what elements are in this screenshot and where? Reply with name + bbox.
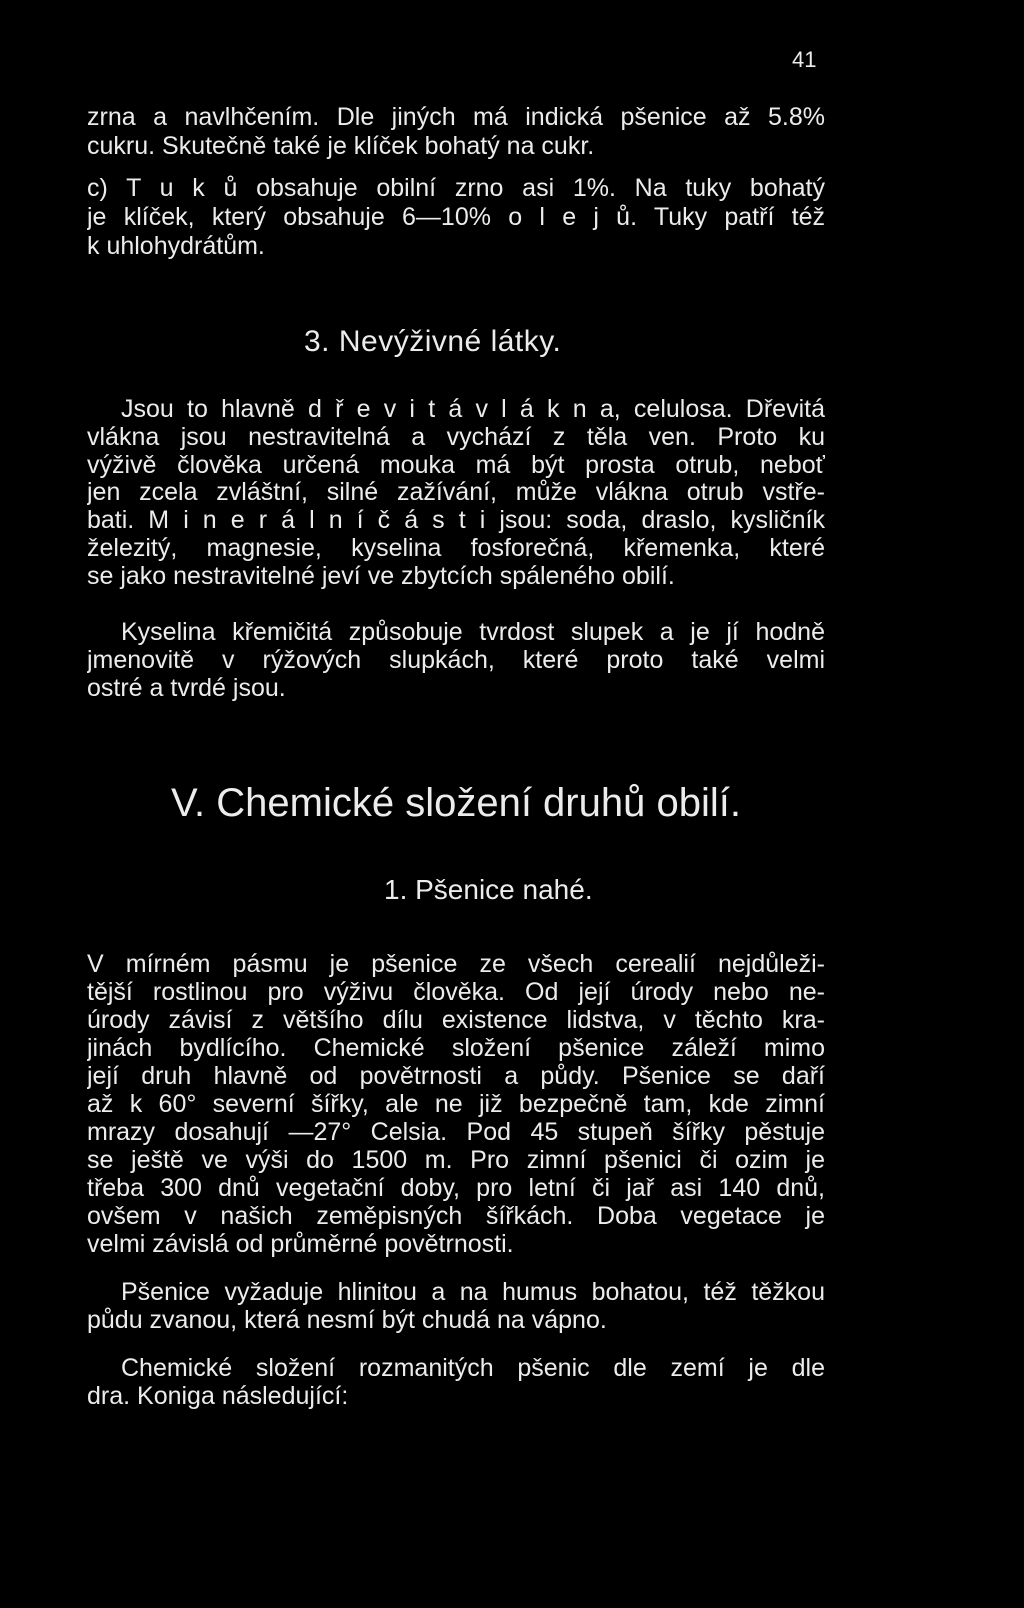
text-line: se jako nestravitelné jeví ve zbytcích spáleného obilí. <box>87 562 675 590</box>
paragraph-sugar <box>87 103 825 161</box>
text-line: velmi závislá od průměrné povětrnosti. <box>87 1230 514 1258</box>
text-line: k uhlohydrátům. <box>87 232 265 260</box>
paragraph-soil <box>87 1278 825 1334</box>
text-line: Kyselina křemičitá způsobuje tvrdost slupek a je jí hodně <box>121 618 825 646</box>
page-number: 41 <box>792 47 817 72</box>
subheading: 1. Pšenice nahé. <box>384 874 593 905</box>
text-line: je klíček, který obsahuje 6—10% o l e j ů. Tuky patří též <box>87 203 825 231</box>
text-line: Pšenice vyžaduje hlinitou a na humus bohatou, též těžkou <box>121 1278 825 1306</box>
text-line: mrazy dosahují —27° Celsia. Pod 45 stupeň šířky pěstuje <box>87 1118 825 1146</box>
text-line: výživě člověka určená mouka má být prosta otrub, neboť <box>87 451 825 479</box>
text-line: dra. Koniga následující: <box>87 1382 349 1410</box>
text-line: vlákna jsou nestravitelná a vychází z těla ven. Proto ku <box>87 423 825 451</box>
text-line: cukru. Skutečně také je klíček bohatý na cukr. <box>87 132 595 160</box>
text-line: železitý, magnesie, kyselina fosforečná, křemenka, které <box>87 534 825 562</box>
text-line: úrody závisí z většího dílu existence lidstva, v těchto kra- <box>87 1006 825 1034</box>
text-line: V mírném pásmu je pšenice ze všech cerealií nejdůleži- <box>87 950 825 978</box>
text-line: zrna a navlhčením. Dle jiných má indická pšenice až 5.8% <box>87 103 825 131</box>
paragraph-fibers <box>87 396 825 591</box>
chapter-title: V. Chemické složení druhů obilí. <box>171 781 741 825</box>
text-line: až k 60° severní šířky, ale ne již bezpečně tam, kde zimní <box>87 1090 825 1118</box>
text-line: tější rostlinou pro výživu člověka. Od její úrody nebo ne- <box>87 978 825 1006</box>
paragraph-composition-intro <box>87 1354 825 1410</box>
text-line: Chemické složení rozmanitých pšenic dle zemí je dle <box>121 1354 825 1382</box>
text-line: půdu zvanou, která nesmí být chudá na vápno. <box>87 1306 607 1334</box>
section-heading: 3. Nevýživné látky. <box>304 325 562 358</box>
text-line: se ještě ve výši do 1500 m. Pro zimní pšenici či ozim je <box>87 1146 825 1174</box>
text-line: jinách bydlícího. Chemické složení pšenice záleží mimo <box>87 1034 825 1062</box>
text-line: jmenovitě v rýžových slupkách, které proto také velmi <box>87 646 825 674</box>
paragraph-silicic-acid <box>87 618 825 702</box>
text-line: c) T u k ů obsahuje obilní zrno asi 1%. Na tuky bohatý <box>87 174 825 202</box>
text-line: ostré a tvrdé jsou. <box>87 674 286 702</box>
text-line: jen zcela zvláštní, silné zažívání, může vlákna otrub vstře- <box>87 479 825 507</box>
text-line: třeba 300 dnů vegetační doby, pro letní či jař asi 140 dnů, <box>87 1174 825 1202</box>
text-line: bati. M i n e r á l n í č á s t i jsou: soda, draslo, kysličník <box>87 507 825 535</box>
text-line: její druh hlavně od povětrnosti a půdy. Pšenice se daří <box>87 1062 825 1090</box>
paragraph-wheat-climate <box>87 950 825 1258</box>
text-line: Jsou to hlavně d ř e v i t á v l á k n a, celulosa. Dřevitá <box>121 396 825 423</box>
paragraph-fats <box>87 174 825 261</box>
text-line: ovšem v našich zeměpisných šířkách. Doba vegetace je <box>87 1202 825 1230</box>
